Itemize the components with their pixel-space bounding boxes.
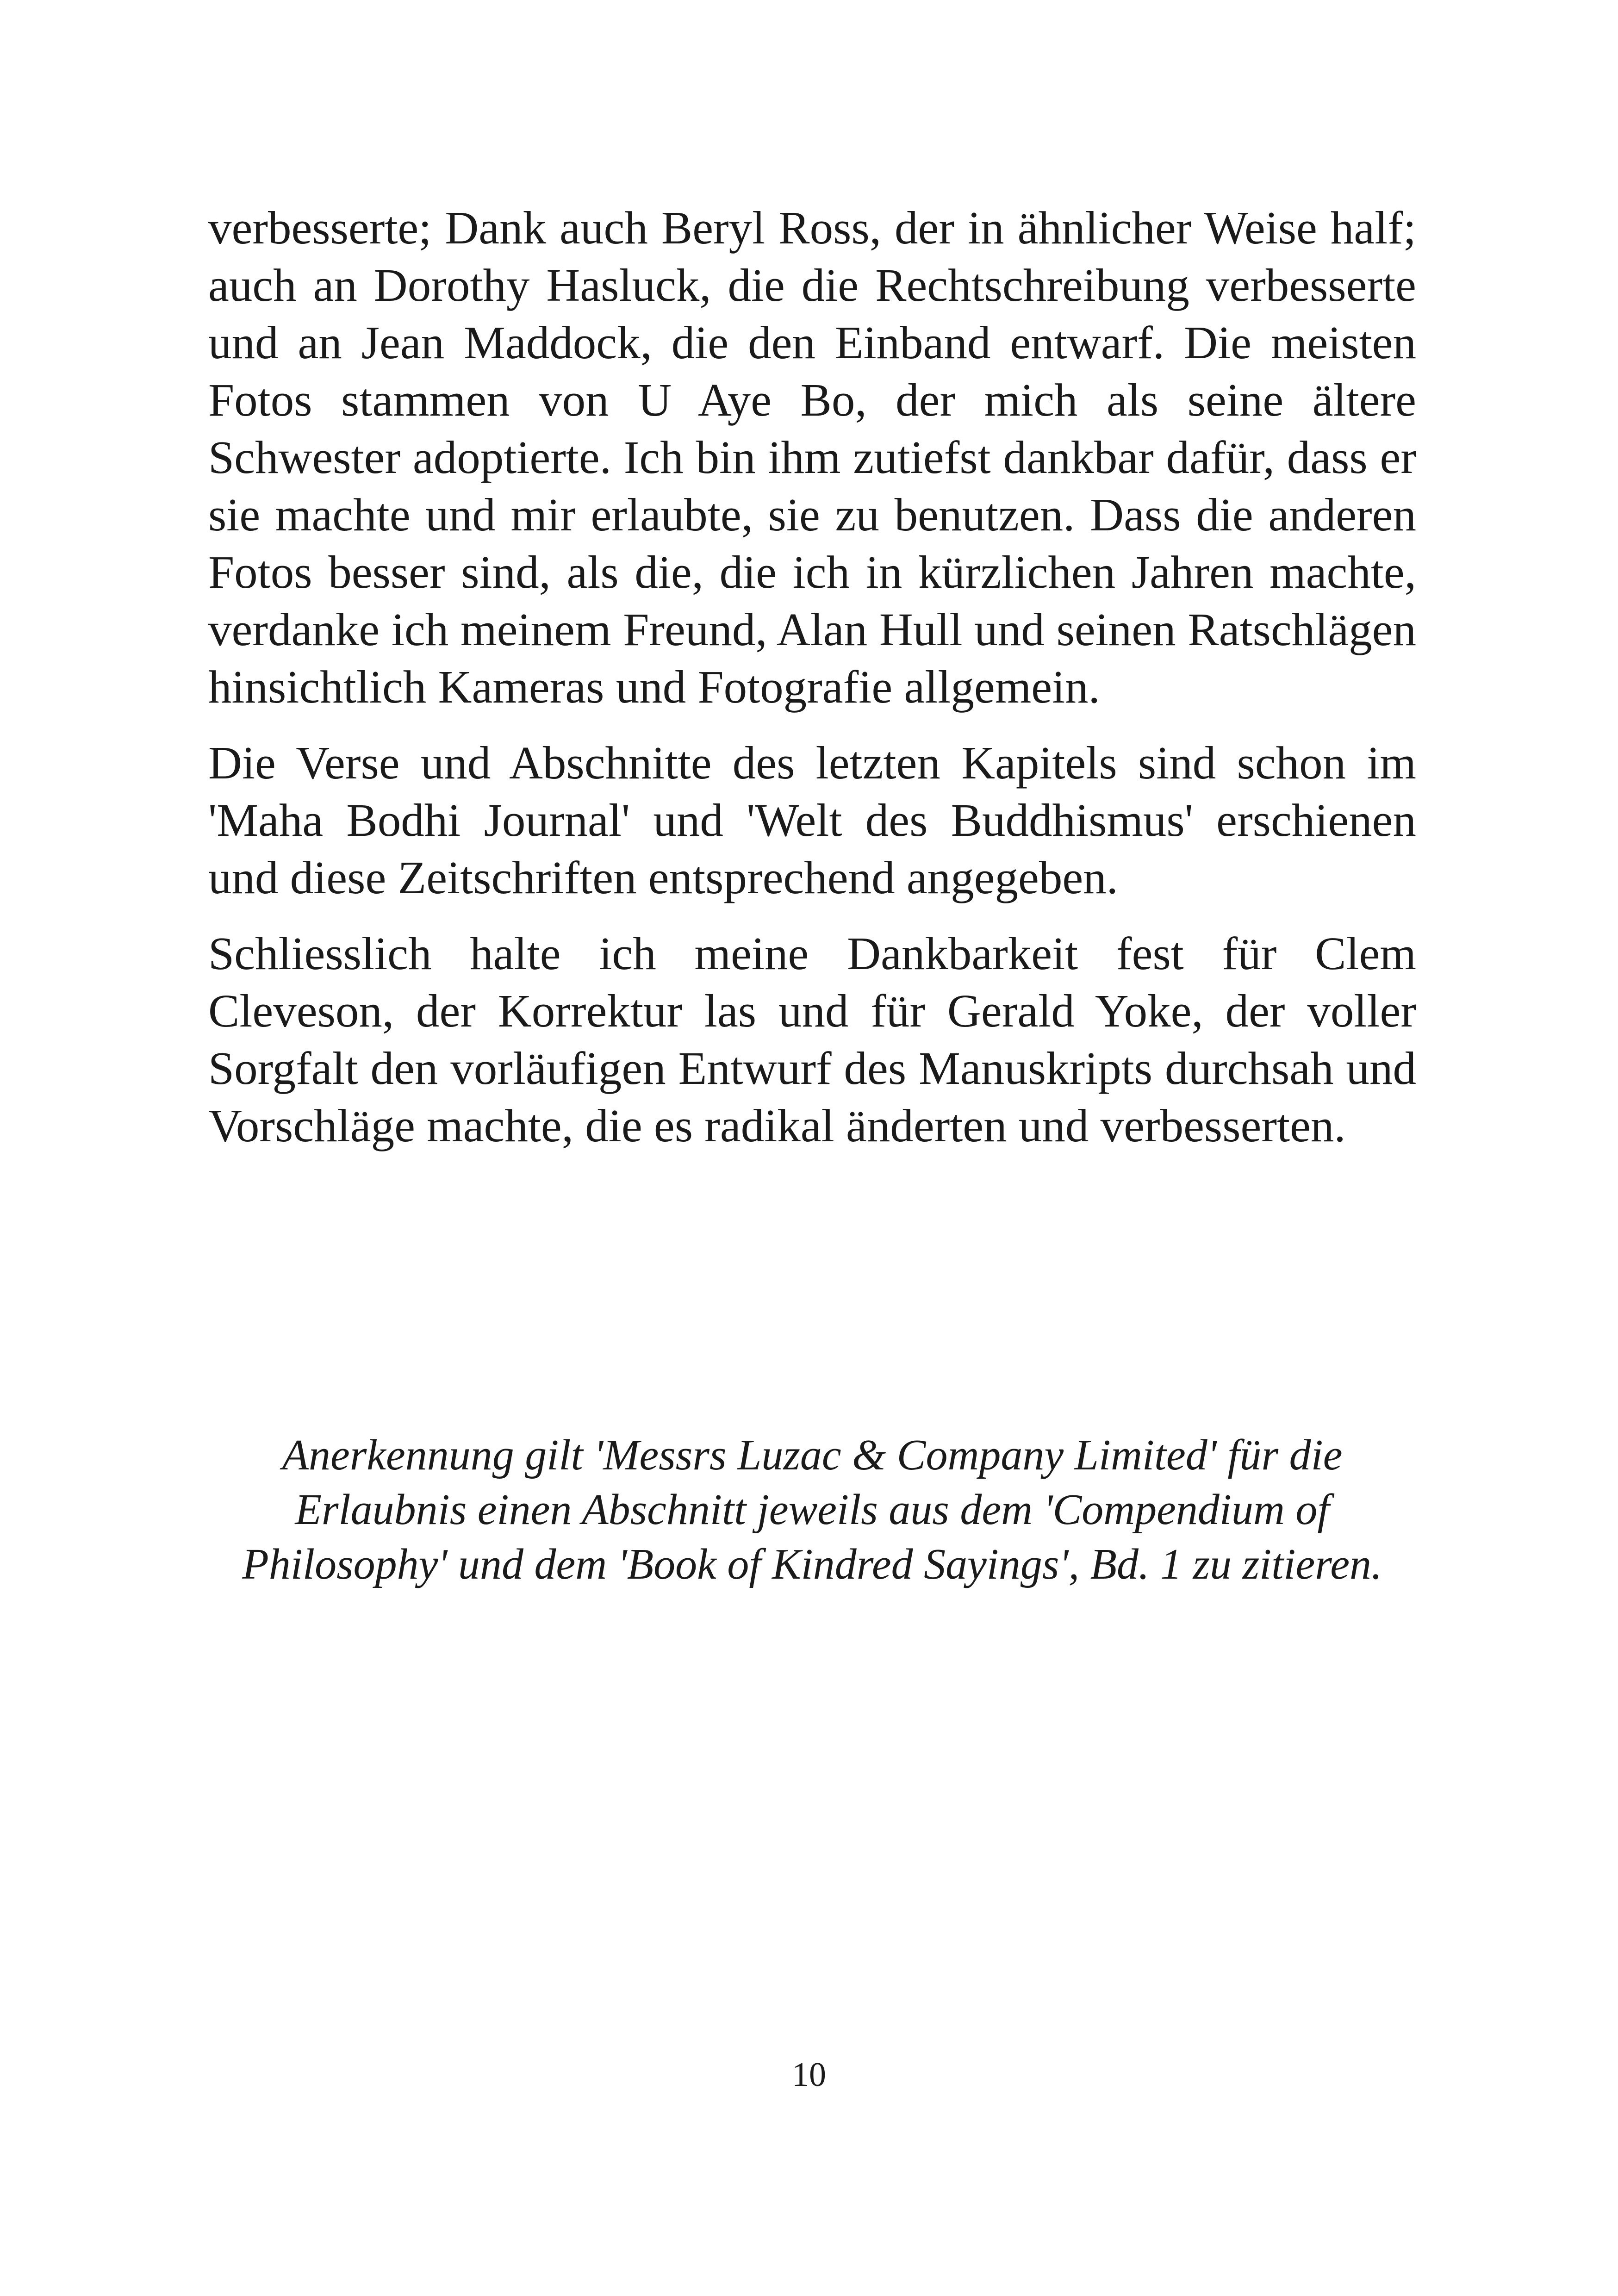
paragraph-verses-journals: Die Verse und Abschnitte des letzten Kapitels sind schon im 'Maha Bodhi Journal' und 'Welt des Buddhismus' erschienen und diese Zeitschriften entsprechend angegeben. [208, 737, 1416, 903]
page-number: 10 [792, 2056, 826, 2094]
body-text [208, 199, 1416, 1173]
paragraph-final-thanks: Schliesslich halte ich meine Dankbarkeit fest für Clem Cleveson, der Korrektur las und für Gerald Yoke, der voller Sorgfalt den vorläufigen Entwurf des Manuskripts durchsah und Vorschläge machte, die es radikal änderten und verbesserten. [208, 927, 1416, 1151]
publisher-acknowledgement: Anerkennung gilt 'Messrs Luzac & Company Limited' für die Erlaubnis einen Abschnitt jeweils aus dem 'Compendium of Philosophy' und dem 'Book of Kindred Sayings', Bd. 1 zu zitieren. [242, 1431, 1382, 1588]
paragraph-acknowledgements-photos: verbesserte; Dank auch Beryl Ross, der in ähnlicher Weise half; auch an Dorothy Hasluck, die die Rechtschreibung verbesserte und an Jean Maddock, die den Einband entwarf. Die meisten Fotos stammen von U Aye Bo, der mich als seine ältere Schwester adoptierte. Ich bin ihm zutiefst dankbar dafür, dass er sie machte und mir erlaubte, sie zu benutzen. Dass die anderen Fotos besser sind, als die, die ich in kürzlichen Jahren machte, verdanke ich meinem Freund, Alan Hull und seinen Ratschlägen hinsichtlich Kameras und Fotografie allgemein. [208, 202, 1416, 713]
